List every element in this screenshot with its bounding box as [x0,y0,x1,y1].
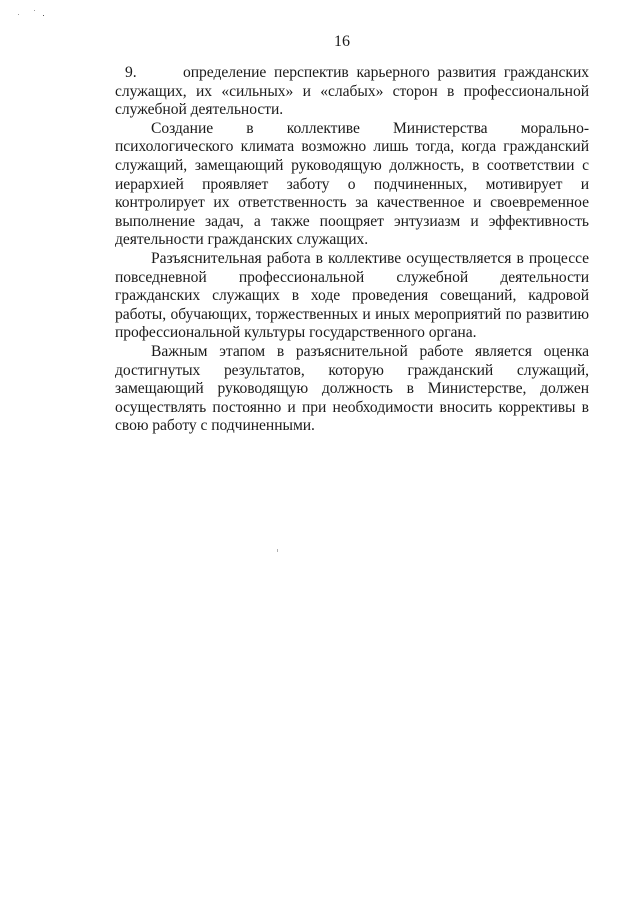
paragraph-climate [115,120,589,250]
paragraph-text: Разъяснительная работа в коллективе осуществляется в процессе повседневной профессиональной служебной деятельности гражданских служащих в ходе проведения совещаний, кадровой работы, обучающих, торжественных и иных мероприятий по развитию профессиональной культуры государственного органа. [115,249,589,342]
page-number: 16 [334,33,350,50]
document-body [115,64,589,436]
scan-artifact [43,15,44,16]
paragraph-evaluation [115,343,589,436]
scan-artifact [18,14,19,15]
paragraph-explanatory-work [115,250,589,343]
paragraph-item-9 [115,64,589,120]
paragraph-text: Важным этапом в разъяснительной работе является оценка достигнутых результатов, которую гражданский служащий, замещающий руководящую должность в Министерстве, должен осуществлять постоянно и при необходимости вносить коррективы в свою работу с подчиненными. [115,342,589,435]
scan-artifact [34,10,35,11]
scan-artifact [277,549,278,552]
list-number: 9. [125,64,137,81]
paragraph-text: определение перспектив карьерного развития гражданских служащих, их «сильных» и «слабых» сторон в профессиональной служебной деятельности. [115,64,589,119]
paragraph-text: Создание в коллективе Министерства морально-психологического климата возможно лишь тогда, когда гражданский служащий, замещающий руководящую должность, в соответствии с иерархией проявляет заботу о подчиненных, мотивирует и контролирует их ответственность за качественное и своевременное выполнение задач, а также поощряет энтузиазм и эффективность деятельности гражданских служащих. [115,119,589,249]
